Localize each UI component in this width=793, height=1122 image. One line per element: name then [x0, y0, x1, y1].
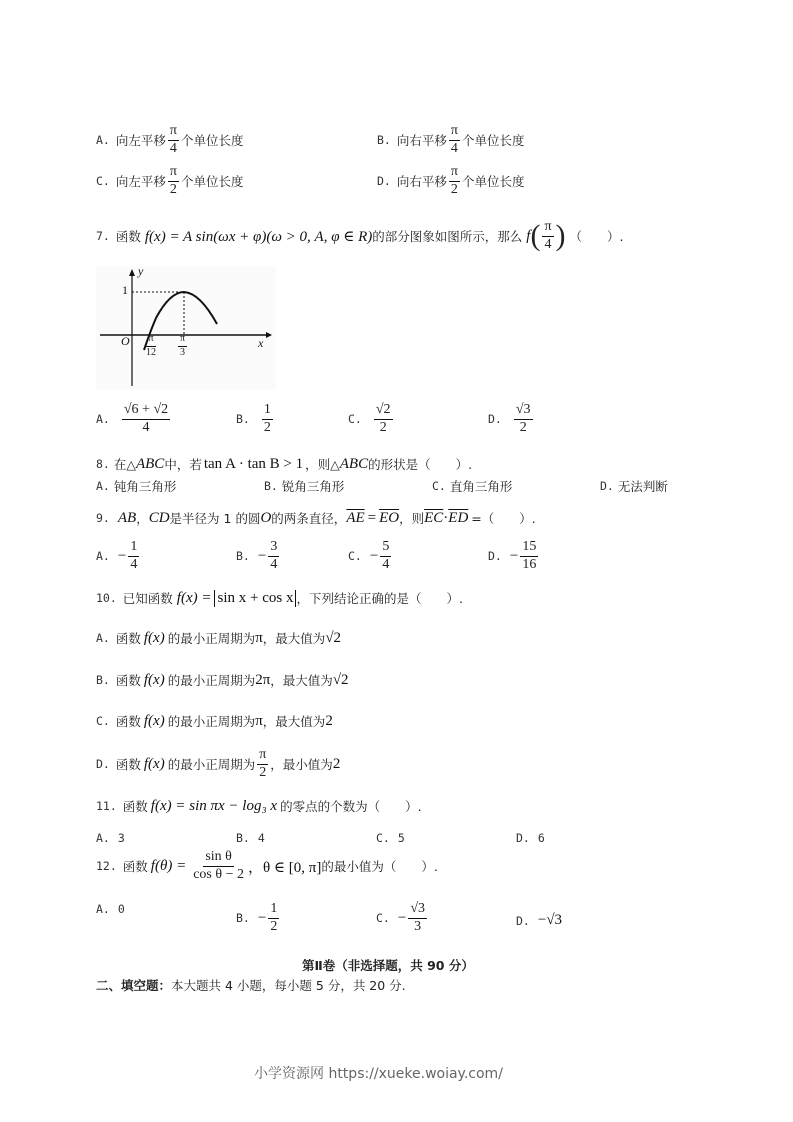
q8-option-b — [264, 477, 344, 495]
option-text: 向右平移 — [396, 174, 447, 190]
option-text: −√3 — [537, 912, 563, 928]
q6-option-c — [96, 165, 243, 197]
question-10-stem — [96, 589, 463, 607]
option-label: D. — [600, 479, 614, 493]
q6-option-b — [377, 124, 524, 156]
question-11-stem — [96, 797, 422, 815]
q9-option-d: D. − $\frac{15}{16}$ — [488, 539, 537, 572]
option-text: 3 — [117, 831, 125, 845]
option-label: C. — [96, 174, 110, 189]
formula: f(x) = — [176, 589, 212, 606]
option-label: A. — [96, 412, 110, 427]
q8-option-a — [96, 477, 176, 495]
option-text: 个单位长度 — [180, 133, 244, 149]
q9-option-a: A. − $\frac{1}{4}$ — [96, 539, 138, 572]
question-number: 11. — [96, 799, 117, 813]
q10-option-b: B. 函数 f(x) 的最小正周期为 2π ，最大值为 √2 — [96, 671, 349, 688]
heading-text: 本大题共 4 小题，每小题 5 分，共 20 分. — [171, 978, 406, 993]
fraction: $\frac{1}{2}$ — [270, 901, 278, 934]
fraction: $\frac{√3}{2}$ — [515, 402, 531, 435]
q7-option-d — [488, 403, 535, 435]
formula: f(x) = A sin(ωx + φ)(ω > 0, A, φ ∈ R) — [144, 228, 373, 245]
q12-option-b: B. − $\frac{1}{2}$ — [236, 901, 278, 934]
question-text: ，则 — [399, 511, 425, 526]
option-text: 个单位长度 — [461, 174, 525, 190]
segment-ab: AB — [117, 509, 137, 526]
fraction: $\frac{√6 + √2}{4}$ — [123, 402, 169, 435]
option-text: 直角三角形 — [449, 479, 513, 494]
option-label: B. — [236, 911, 250, 926]
fraction: $\frac{3}{4}$ — [270, 539, 278, 572]
q6-option-a — [96, 124, 243, 156]
option-label: D. — [96, 757, 110, 772]
fraction: $\frac{5}{4}$ — [382, 539, 390, 572]
segment-cd: CD — [148, 509, 170, 526]
q12-option-c: C. − $\frac{√3}{3}$ — [376, 901, 426, 934]
q10-option-a: A. 函数 f(x) 的最小正周期为 π ，最大值为 √2 — [96, 629, 342, 646]
option-text: 无法判断 — [617, 479, 668, 494]
question-text: 函数 — [115, 229, 141, 245]
option-label: B. — [377, 133, 391, 148]
question-text: ，则△ — [305, 457, 340, 472]
condition: tan A · tan B > 1 — [203, 455, 304, 472]
fraction: $\frac{15}{16}$ — [522, 539, 537, 572]
option-text: 0 — [117, 902, 125, 916]
option-label: A. — [96, 133, 110, 148]
question-12-stem — [96, 850, 438, 882]
option-label: D. — [377, 174, 391, 189]
fraction: $\frac{\pi}{2}$ — [450, 164, 458, 197]
q11-option-c — [376, 831, 405, 845]
option-label: C. — [376, 911, 390, 926]
question-text: 是半径为 1 的圆 — [169, 511, 261, 526]
option-label: B. — [96, 673, 110, 687]
fraction: $\frac{1}{2}$ — [263, 402, 271, 435]
question-text: 的形状是（ ）. — [368, 457, 473, 472]
abs-expression: sin x + cos x — [214, 590, 296, 607]
paren-right: ) — [555, 219, 566, 253]
q9-option-b: B. − $\frac{3}{4}$ — [236, 539, 278, 572]
q9-option-c: C. − $\frac{5}{4}$ — [348, 539, 390, 572]
question-text: ，下列结论正确的是（ ）. — [296, 591, 463, 606]
formula: f(θ) = — [150, 857, 187, 874]
formula: f(x) = sin πx − log₃ x — [150, 797, 278, 814]
section-2-heading — [96, 976, 406, 994]
option-label: B. — [236, 412, 250, 427]
question-9-stem: 9. AB ， CD 是半径为 1 的圆 O 的两条直径， $\overline{AE}$ = $\overline{EO}$ ，则 $\overline{EC}$ · $\overline{ED}$ =（ ）. — [96, 509, 536, 526]
triangle-name: ABC — [339, 455, 369, 472]
fraction: $\frac{\pi}{4}$ — [169, 123, 177, 156]
option-text: 钝角三角形 — [113, 479, 177, 494]
question-number: 12. — [96, 859, 117, 874]
option-text: 4 — [257, 831, 265, 845]
q12-option-d — [516, 912, 562, 929]
fraction: $\frac{√3}{3}$ — [410, 901, 426, 934]
answer-blank: （ ）. — [569, 229, 624, 245]
q12-option-a — [96, 902, 125, 916]
max-label: 1 — [122, 283, 128, 297]
q10-option-d: D. 函数 f(x) 的最小正周期为 $\frac{\pi}{2}$ ，最小值为 2 — [96, 747, 341, 780]
question-number: 10. — [96, 591, 117, 605]
q7-option-a — [96, 403, 172, 435]
question-text: 的零点的个数为（ ）. — [280, 799, 422, 814]
fraction: $\frac{1}{4}$ — [130, 539, 138, 572]
q11-option-a — [96, 831, 125, 845]
vector-ae: $\overline{AE}$ — [346, 509, 365, 526]
option-label: C. — [432, 479, 446, 493]
origin-label: O — [121, 334, 130, 348]
circle-o: O — [260, 509, 272, 526]
option-text: 锐角三角形 — [281, 479, 345, 494]
domain: ，θ ∈ [0, π] — [247, 859, 322, 876]
q6-option-d — [377, 165, 524, 197]
option-label: D. — [516, 831, 530, 845]
option-text: 6 — [537, 831, 545, 845]
paren-left: ( — [530, 219, 541, 253]
question-7-stem — [96, 220, 624, 252]
fraction: $\frac{\pi}{4}$ — [544, 219, 552, 252]
option-text: 个单位长度 — [180, 174, 244, 190]
option-label: C. — [348, 549, 362, 564]
triangle-name: ABC — [135, 455, 165, 472]
tick-pi-over-12: $\frac{\pi}{12}$ — [146, 333, 156, 358]
fraction: $\frac{\pi}{2}$ — [169, 164, 177, 197]
question-number: 9. — [96, 511, 110, 525]
option-label: A. — [96, 549, 110, 564]
q10-option-c: C. 函数 f(x) 的最小正周期为 π ，最大值为 2 — [96, 712, 333, 729]
q8-option-d — [600, 477, 668, 495]
option-text: 5 — [397, 831, 405, 845]
q7-graph — [96, 266, 276, 390]
option-label: A. — [96, 631, 110, 645]
heading-bold: 二、填空题： — [96, 978, 172, 993]
question-number: 8. — [96, 457, 110, 471]
option-label: A. — [96, 831, 110, 845]
question-text: 函数 — [122, 859, 148, 875]
option-text: 向右平移 — [396, 133, 447, 149]
fraction: $\frac{√2}{2}$ — [375, 402, 391, 435]
option-text: 向左平移 — [115, 133, 166, 149]
question-number: 7. — [96, 229, 110, 244]
option-label: A. — [96, 902, 110, 916]
question-8-stem — [96, 455, 472, 473]
vector-ec: $\overline{EC}$ — [424, 509, 444, 526]
q7-option-b — [236, 403, 275, 435]
tick-pi-over-3: $\frac{\pi}{3}$ — [180, 333, 186, 358]
option-label: B. — [236, 549, 250, 564]
q8-option-c — [432, 477, 512, 495]
question-text: 的最小值为（ ）. — [321, 859, 438, 875]
fraction: $\frac{\pi}{2}$ — [259, 747, 267, 780]
formula-f: f — [526, 227, 531, 244]
option-label: C. — [96, 714, 110, 728]
question-text: 的部分图象如图所示，那么 — [372, 229, 523, 245]
answer-blank: =（ ）. — [471, 511, 536, 526]
vector-ed: $\overline{ED}$ — [448, 509, 469, 526]
option-text: 个单位长度 — [461, 133, 525, 149]
option-label: B. — [264, 479, 278, 493]
vector-eo: $\overline{EO}$ — [379, 509, 400, 526]
question-text: 中，若 — [164, 457, 202, 472]
footer-watermark: 小学资源网 https://xueke.woiay.com/ — [254, 1066, 503, 1082]
option-label: D. — [488, 549, 502, 564]
fraction: $\frac{\text{sin θ}}{\text{cos θ − 2}}$ — [193, 849, 244, 882]
x-axis-label: x — [258, 336, 264, 350]
option-label: C. — [376, 831, 390, 845]
question-text: 已知函数 — [122, 591, 173, 606]
option-label: D. — [516, 913, 530, 928]
q11-option-b — [236, 831, 265, 845]
question-text: 函数 — [122, 799, 148, 814]
option-label: A. — [96, 479, 110, 493]
fraction: $\frac{\pi}{4}$ — [450, 123, 458, 156]
option-label: C. — [348, 412, 362, 427]
y-axis-label: y — [138, 264, 144, 278]
section-2-title: 第Ⅱ卷（非选择题，共 90 分） — [302, 958, 474, 973]
option-text: 向左平移 — [115, 174, 166, 190]
q7-option-c — [348, 403, 395, 435]
q11-option-d — [516, 831, 545, 845]
question-text: 在△ — [113, 457, 136, 472]
question-text: 的两条直径， — [271, 511, 347, 526]
option-label: B. — [236, 831, 250, 845]
option-label: D. — [488, 412, 502, 427]
